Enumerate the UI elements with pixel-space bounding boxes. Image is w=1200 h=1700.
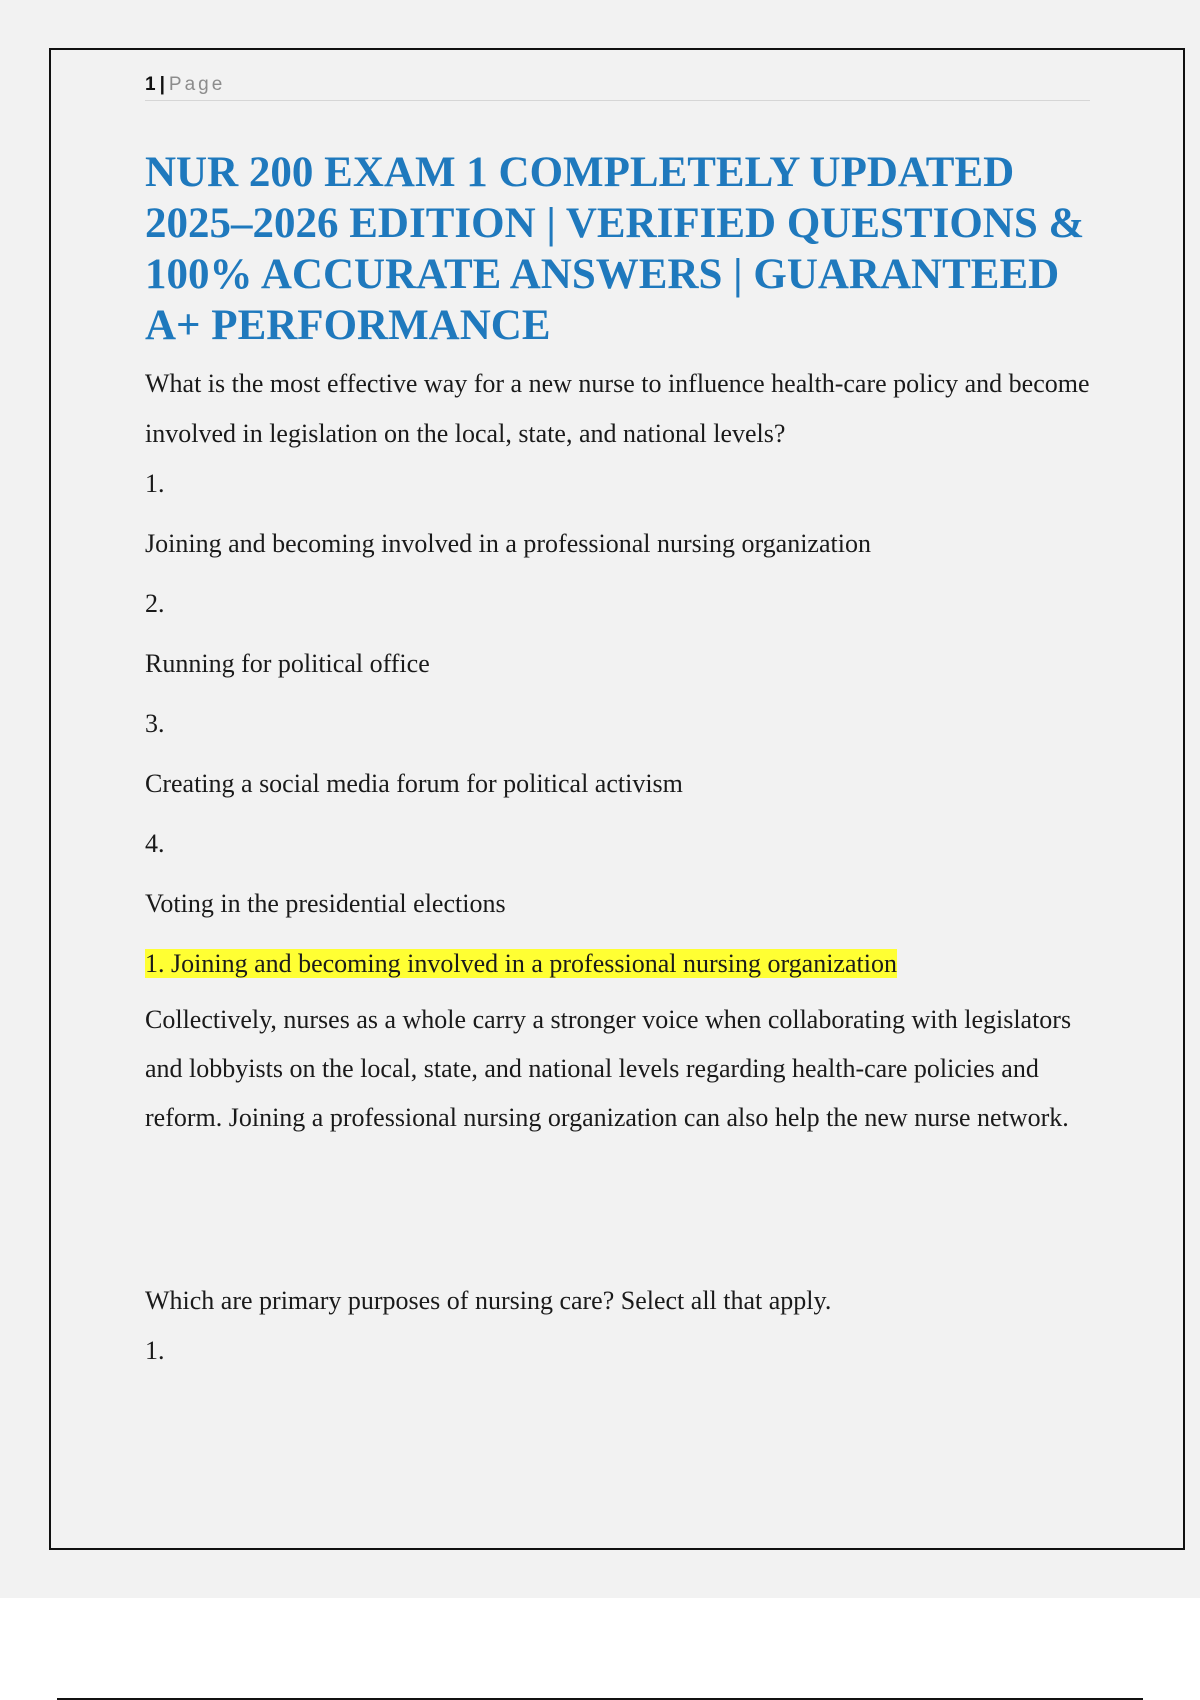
question-1-text: What is the most effective way for a new nurse to influence health-care policy and become involved in legislation on the local, state, and national levels? — [145, 369, 1090, 448]
page-number: 1 — [145, 74, 156, 95]
option-number: 1. — [145, 1336, 165, 1365]
option-number: 4. — [145, 829, 165, 858]
highlighted-answer-text: 1. Joining and becoming involved in a professional nursing organization — [145, 949, 897, 978]
option-number: 2. — [145, 589, 165, 618]
option-text: Running for political office — [145, 649, 430, 678]
answer-rationale: Collectively, nurses as a whole carry a stronger voice when collaborating with legislators and lobbyists on the local, state, and national levels regarding health-care policies and reform. Joining a professional nursing organization can also help the new nurse network. — [145, 1005, 1072, 1132]
page-content — [145, 70, 1090, 1394]
document-title: NUR 200 EXAM 1 COMPLETELY UPDATED 2025–2026 EDITION | VERIFIED QUESTIONS & 100% ACCURATE ANSWERS | GUARANTEED A+ PERFORMANCE — [145, 149, 1085, 349]
option-number: 3. — [145, 709, 165, 738]
option-text: Creating a social media forum for political activism — [145, 769, 683, 798]
section-spacer — [145, 1142, 1090, 1268]
option-number: 1. — [145, 469, 165, 498]
page-header — [145, 70, 1090, 101]
option-text: Voting in the presidential elections — [145, 889, 506, 918]
correct-answer — [145, 947, 1090, 981]
page-label: Page — [168, 74, 226, 95]
option-text: Joining and becoming involved in a professional nursing organization — [145, 529, 871, 558]
question-2-text: Which are primary purposes of nursing care? Select all that apply. — [145, 1286, 832, 1315]
page-separator: | — [159, 74, 165, 95]
